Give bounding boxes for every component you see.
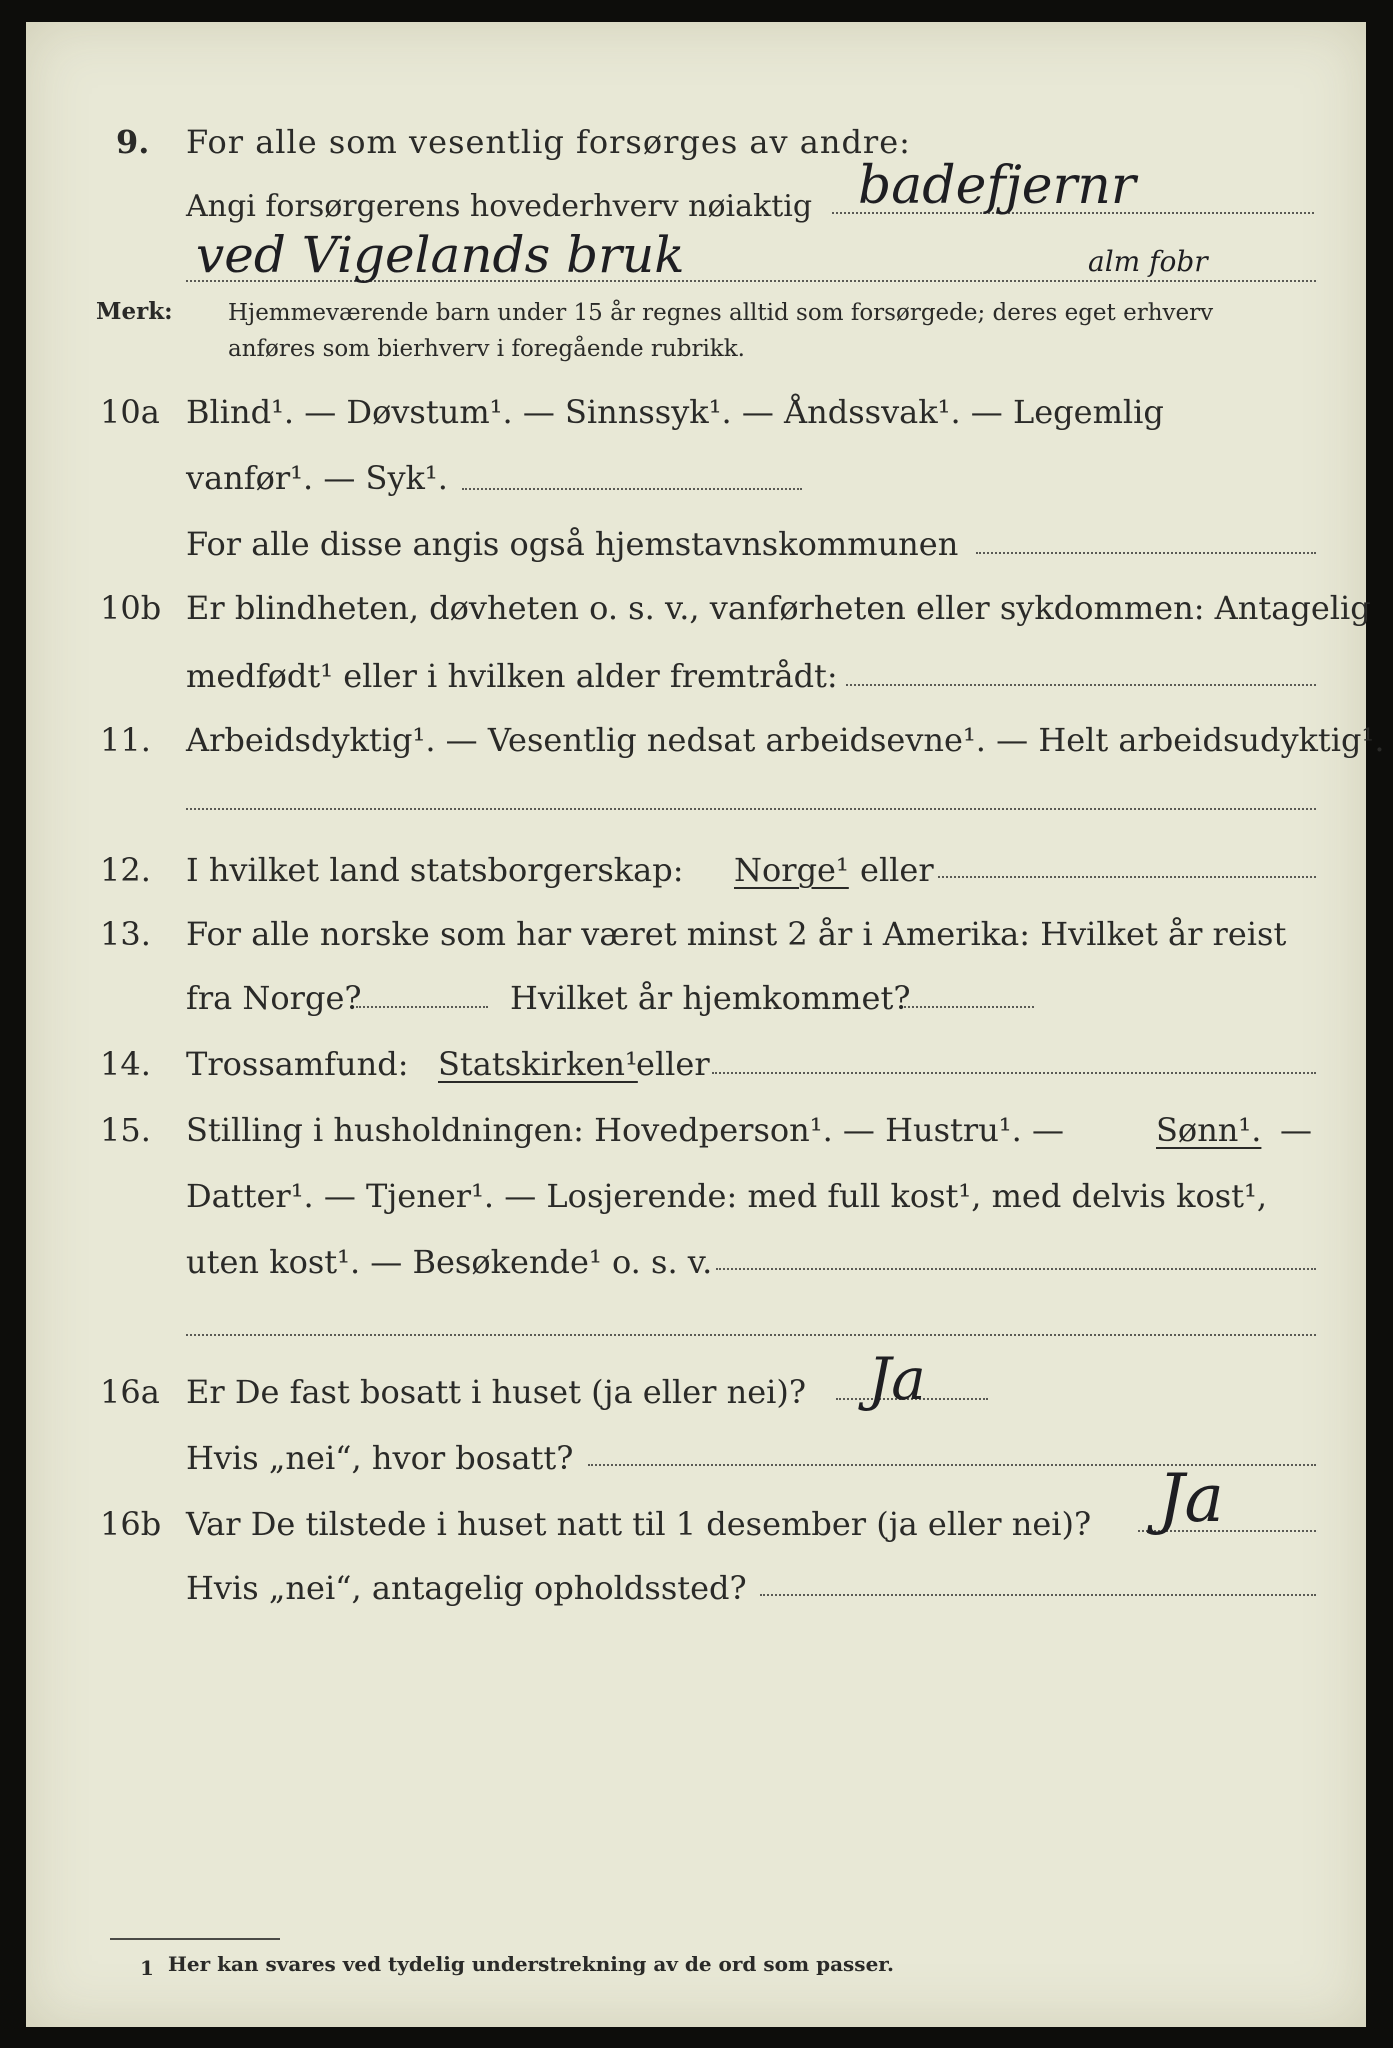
q15-line1b: — — [1280, 1111, 1312, 1149]
q13-line2a: fra Norge? — [186, 979, 362, 1017]
q13-number: 13. — [100, 915, 151, 953]
q10b-line1: Er blindheten, døvheten o. s. v., vanførheten eller sykdommen: Antagelig — [186, 589, 1371, 627]
q15-line3: uten kost¹. — Besøkende¹ o. s. v. — [186, 1243, 713, 1281]
q9-line2: Angi forsørgerens hovederhverv nøiaktig — [186, 189, 813, 224]
merk-line2: anføres som bierhverv i foregående rubrikk. — [228, 336, 745, 362]
q13-answer-line-2[interactable] — [904, 1006, 1034, 1008]
q11-number: 11. — [100, 721, 151, 759]
q10b-number: 10b — [100, 589, 162, 627]
q16a-handwritten: Ja — [868, 1345, 926, 1413]
q15-line2: Datter¹. — Tjener¹. — Losjerende: med full kost¹, med delvis kost¹, — [186, 1177, 1268, 1215]
q10a-line3: For alle disse angis også hjemstavnskommunen — [186, 525, 959, 563]
q15-answer-line-1[interactable] — [716, 1268, 1316, 1270]
q16a-number: 16a — [100, 1373, 160, 1411]
q11-line1: Arbeidsdyktig¹. — Vesentlig nedsat arbeidsevne¹. — Helt arbeidsudyktig¹. — [186, 721, 1385, 759]
q10a-line1: Blind¹. — Døvstum¹. — Sinnssyk¹. — Åndssvak¹. — Legemlig — [186, 393, 1164, 431]
q15-answer-line-2[interactable] — [186, 1334, 1316, 1336]
q10b-line2: medfødt¹ eller i hvilken alder fremtrådt: — [186, 657, 838, 695]
q10a-line2: vanfør¹. — Syk¹. — [186, 459, 448, 497]
q9-handwritten-1: badefjernr — [858, 156, 1136, 216]
q10b-answer-line[interactable] — [846, 684, 1316, 686]
merk-line1: Hjemmeværende barn under 15 år regnes alltid som forsørgede; deres eget erhverv — [228, 300, 1214, 326]
merk-label: Merk: — [96, 298, 173, 325]
q13-line1: For alle norske som har været minst 2 år i Amerika: Hvilket år reist — [186, 915, 1287, 953]
q16b-line2: Hvis „nei“, antagelig opholdssted? — [186, 1569, 747, 1607]
q16b-number: 16b — [100, 1505, 162, 1543]
q9-handwritten-3: alm fobr — [1088, 245, 1208, 278]
q14-pre: Trossamfund: — [186, 1045, 409, 1083]
q9-line1: For alle som vesentlig forsørges av andre: — [186, 123, 911, 161]
q14-number: 14. — [100, 1045, 151, 1083]
q10a-number: 10a — [100, 393, 160, 431]
q9-number: 9. — [116, 123, 150, 161]
q16b-line1: Var De tilstede i huset natt til 1 desember (ja eller nei)? — [186, 1505, 1092, 1543]
footnote-text: Her kan svares ved tydelig understrekning av de ord som passer. — [168, 1952, 894, 1976]
q16a-line2: Hvis „nei“, hvor bosatt? — [186, 1439, 574, 1477]
q16b-answer-line-2[interactable] — [760, 1594, 1316, 1596]
q12-underlined: Norge¹ — [734, 851, 849, 889]
q15-underlined: Sønn¹. — [1156, 1111, 1262, 1149]
q16a-line1: Er De fast bosatt i huset (ja eller nei)? — [186, 1373, 807, 1411]
q14-underlined: Statskirken¹ — [438, 1045, 638, 1083]
q12-number: 12. — [100, 851, 151, 889]
q14-answer-line[interactable] — [712, 1072, 1316, 1074]
q15-number: 15. — [100, 1111, 151, 1149]
footnote-marker: 1 — [140, 1956, 154, 1980]
q10a-answer-line-2[interactable] — [976, 552, 1316, 554]
q12-answer-line[interactable] — [938, 876, 1316, 878]
q13-line2b: Hvilket år hjemkommet? — [510, 979, 911, 1017]
q11-answer-line[interactable] — [186, 808, 1316, 810]
q10a-answer-line-1[interactable] — [462, 488, 802, 490]
q9-handwritten-2: ved Vigelands bruk — [196, 226, 685, 284]
q16b-handwritten: Ja — [1158, 1460, 1224, 1537]
q12-post: eller — [860, 851, 934, 889]
footnote-rule — [110, 1938, 280, 1940]
q13-answer-line-1[interactable] — [356, 1006, 488, 1008]
q14-post: eller — [636, 1045, 710, 1083]
q12-pre: I hvilket land statsborgerskap: — [186, 851, 684, 889]
q15-line1a: Stilling i husholdningen: Hovedperson¹. — Hustru¹. — — [186, 1111, 1064, 1149]
